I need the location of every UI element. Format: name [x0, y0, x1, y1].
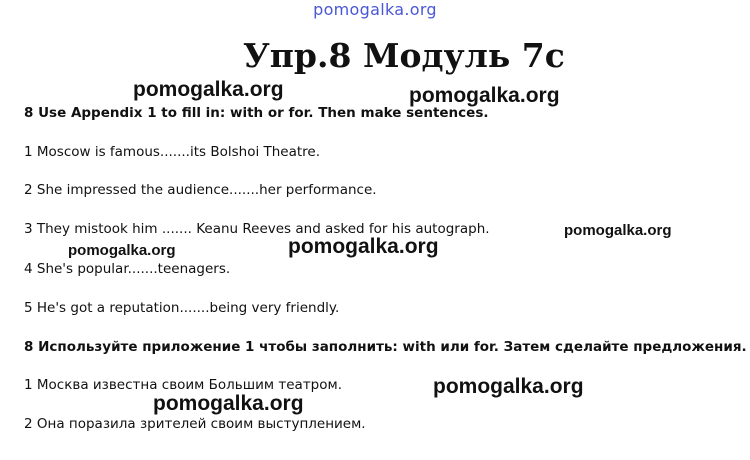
site-header: pomogalka.org [313, 0, 437, 19]
sentence-en-3: 3 They mistook him ....... Keanu Reeves and asked for his autograph. [24, 221, 490, 237]
sentence-ru-2: 2 Она поразила зрителей своим выступлением. [24, 416, 366, 432]
watermark: pomogalka.org [68, 242, 176, 259]
watermark: pomogalka.org [133, 78, 284, 101]
watermark: pomogalka.org [288, 235, 439, 258]
sentence-en-5: 5 He's got a reputation.......being very friendly. [24, 300, 340, 316]
sentence-en-4: 4 She's popular.......teenagers. [24, 261, 231, 277]
page-title: Упр.8 Модуль 7с [243, 36, 565, 75]
sentence-en-2: 2 She impressed the audience.......her performance. [24, 182, 377, 198]
instruction-english: 8 Use Appendix 1 to fill in: with or for. Then make sentences. [24, 105, 489, 121]
watermark: pomogalka.org [409, 84, 560, 107]
sentence-ru-1: 1 Москва известна своим Большим театром. [24, 377, 342, 393]
instruction-russian: 8 Используйте приложение 1 чтобы заполнить: with или for. Затем сделайте предложения. [24, 339, 747, 355]
watermark: pomogalka.org [153, 392, 304, 415]
watermark: pomogalka.org [433, 375, 584, 398]
sentence-en-1: 1 Moscow is famous.......its Bolshoi Theatre. [24, 144, 321, 160]
watermark: pomogalka.org [564, 222, 672, 239]
